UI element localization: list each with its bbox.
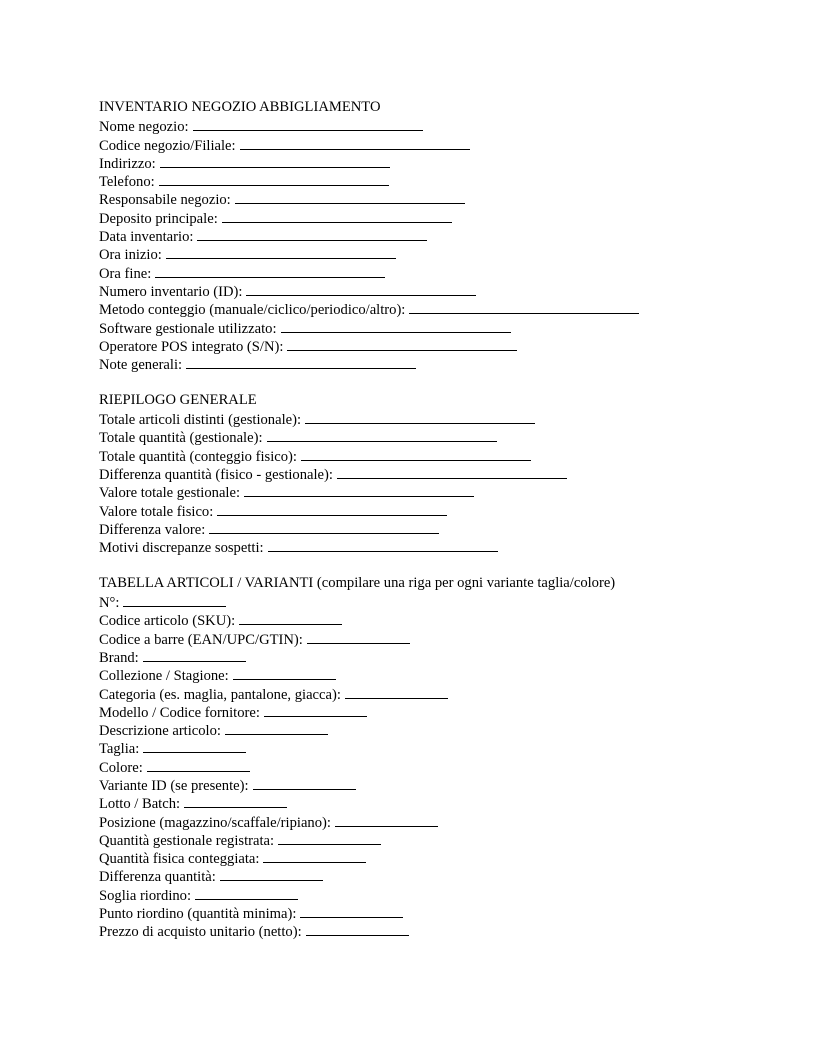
field-label: Totale quantità (conteggio fisico): (99, 448, 297, 465)
fill-in-line[interactable] (240, 135, 470, 150)
field-label: Collezione / Stagione: (99, 668, 229, 685)
fill-in-line[interactable] (278, 830, 381, 845)
fill-in-line[interactable] (193, 116, 423, 131)
field-label: Posizione (magazzino/scaffale/ripiano): (99, 814, 331, 831)
table-field (99, 903, 739, 921)
fill-in-line[interactable] (281, 318, 511, 333)
fill-in-line[interactable] (147, 757, 250, 772)
table-field (99, 885, 739, 903)
fill-in-line[interactable] (160, 153, 390, 168)
header-field (99, 116, 739, 134)
field-label: Motivi discrepanze sospetti: (99, 540, 264, 557)
fill-in-line[interactable] (307, 629, 410, 644)
field-label: Operatore POS integrato (S/N): (99, 338, 284, 355)
fill-in-line[interactable] (335, 812, 438, 827)
field-label: Descrizione articolo: (99, 723, 221, 740)
fill-in-line[interactable] (287, 336, 517, 351)
table-title: TABELLA ARTICOLI / VARIANTI (compilare una riga per ogni variante taglia/colore) (99, 574, 616, 591)
field-label: Ora fine: (99, 265, 152, 282)
field-label: Punto riordino (quantità minima): (99, 906, 297, 923)
header-field (99, 208, 739, 226)
field-label: Data inventario: (99, 229, 194, 246)
field-label: Colore: (99, 759, 143, 776)
fill-in-line[interactable] (220, 866, 323, 881)
header-field (99, 189, 739, 207)
field-label: Quantità gestionale registrata: (99, 832, 275, 849)
field-label: Modello / Codice fornitore: (99, 704, 260, 721)
field-label: Valore totale fisico: (99, 503, 214, 520)
fill-in-line[interactable] (239, 610, 342, 625)
field-label: Taglia: (99, 741, 140, 758)
header-field (99, 354, 739, 372)
header-field (99, 153, 739, 171)
field-label: Indirizzo: (99, 155, 156, 172)
field-label: Codice a barre (EAN/UPC/GTIN): (99, 631, 303, 648)
summary-field (99, 501, 739, 519)
header-field (99, 135, 739, 153)
table-field (99, 684, 739, 702)
fill-in-line[interactable] (300, 903, 403, 918)
field-label: Differenza valore: (99, 521, 206, 538)
fill-in-line[interactable] (264, 702, 367, 717)
field-label: Differenza quantità: (99, 869, 216, 886)
field-label: Totale articoli distinti (gestionale): (99, 412, 302, 429)
header-field (99, 318, 739, 336)
table-field (99, 647, 739, 665)
summary-field (99, 409, 739, 427)
fill-in-line[interactable] (306, 921, 409, 936)
field-label: N°: (99, 595, 120, 612)
field-label: Soglia riordino: (99, 887, 192, 904)
summary-field (99, 537, 739, 555)
fill-in-line[interactable] (345, 684, 448, 699)
summary-field (99, 519, 739, 537)
summary-field (99, 464, 739, 482)
fill-in-line[interactable] (305, 409, 535, 424)
field-label: Variante ID (se presente): (99, 777, 249, 794)
fill-in-line[interactable] (197, 226, 427, 241)
field-label: Telefono: (99, 174, 155, 191)
fill-in-line[interactable] (233, 665, 336, 680)
field-label: Codice negozio/Filiale: (99, 137, 236, 154)
field-label: Note generali: (99, 357, 183, 374)
section-gap (99, 372, 739, 390)
field-label: Lotto / Batch: (99, 796, 181, 813)
field-label: Categoria (es. maglia, pantalone, giacca): (99, 686, 341, 703)
fill-in-line[interactable] (235, 189, 465, 204)
field-label: Nome negozio: (99, 119, 189, 136)
document-page (99, 98, 739, 940)
table-field (99, 592, 739, 610)
section-gap (99, 555, 739, 573)
field-label: Totale quantità (gestionale): (99, 430, 263, 447)
fill-in-line[interactable] (244, 482, 474, 497)
field-label: Prezzo di acquisto unitario (netto): (99, 924, 302, 941)
table-field (99, 610, 739, 628)
fill-in-line[interactable] (186, 354, 416, 369)
fill-in-line[interactable] (222, 208, 452, 223)
field-label: Quantità fisica conteggiata: (99, 851, 260, 868)
summary-field (99, 482, 739, 500)
summary-section (99, 409, 739, 555)
fill-in-line[interactable] (267, 427, 497, 442)
field-label: Deposito principale: (99, 210, 218, 227)
table-field (99, 775, 739, 793)
fill-in-line[interactable] (225, 720, 328, 735)
summary-title: RIEPILOGO GENERALE (99, 391, 257, 408)
table-field (99, 848, 739, 866)
fill-in-line[interactable] (143, 647, 246, 662)
field-label: Brand: (99, 649, 139, 666)
summary-field (99, 427, 739, 445)
summary-field (99, 446, 739, 464)
header-section (99, 116, 739, 372)
header-field (99, 244, 739, 262)
fill-in-line[interactable] (409, 299, 639, 314)
table-section (99, 592, 739, 940)
fill-in-line[interactable] (301, 446, 531, 461)
table-field (99, 702, 739, 720)
field-label: Software gestionale utilizzato: (99, 320, 277, 337)
field-label: Codice articolo (SKU): (99, 613, 236, 630)
header-field (99, 281, 739, 299)
field-label: Numero inventario (ID): (99, 283, 243, 300)
table-field (99, 738, 739, 756)
fill-in-line[interactable] (195, 885, 298, 900)
fill-in-line[interactable] (263, 848, 366, 863)
fill-in-line[interactable] (143, 738, 246, 753)
field-label: Differenza quantità (fisico - gestionale): (99, 466, 333, 483)
table-field (99, 866, 739, 884)
document-title: INVENTARIO NEGOZIO ABBIGLIAMENTO (99, 99, 381, 115)
fill-in-line[interactable] (166, 244, 396, 259)
table-field (99, 665, 739, 683)
field-label: Metodo conteggio (manuale/ciclico/periodico/altro): (99, 302, 406, 319)
fill-in-line[interactable] (337, 464, 567, 479)
fill-in-line[interactable] (209, 519, 439, 534)
fill-in-line[interactable] (159, 171, 389, 186)
field-label: Responsabile negozio: (99, 192, 231, 209)
header-field (99, 299, 739, 317)
fill-in-line[interactable] (268, 537, 498, 552)
table-field (99, 757, 739, 775)
header-field (99, 336, 739, 354)
table-field (99, 720, 739, 738)
field-label: Valore totale gestionale: (99, 485, 241, 502)
field-label: Ora inizio: (99, 247, 162, 264)
header-field (99, 171, 739, 189)
fill-in-line[interactable] (217, 501, 447, 516)
fill-in-line[interactable] (246, 281, 476, 296)
table-field (99, 812, 739, 830)
header-field (99, 226, 739, 244)
table-field (99, 830, 739, 848)
fill-in-line[interactable] (155, 263, 385, 278)
table-field (99, 629, 739, 647)
header-field (99, 263, 739, 281)
table-field (99, 793, 739, 811)
fill-in-line[interactable] (184, 793, 287, 808)
fill-in-line[interactable] (123, 592, 226, 607)
table-field (99, 921, 739, 939)
fill-in-line[interactable] (253, 775, 356, 790)
